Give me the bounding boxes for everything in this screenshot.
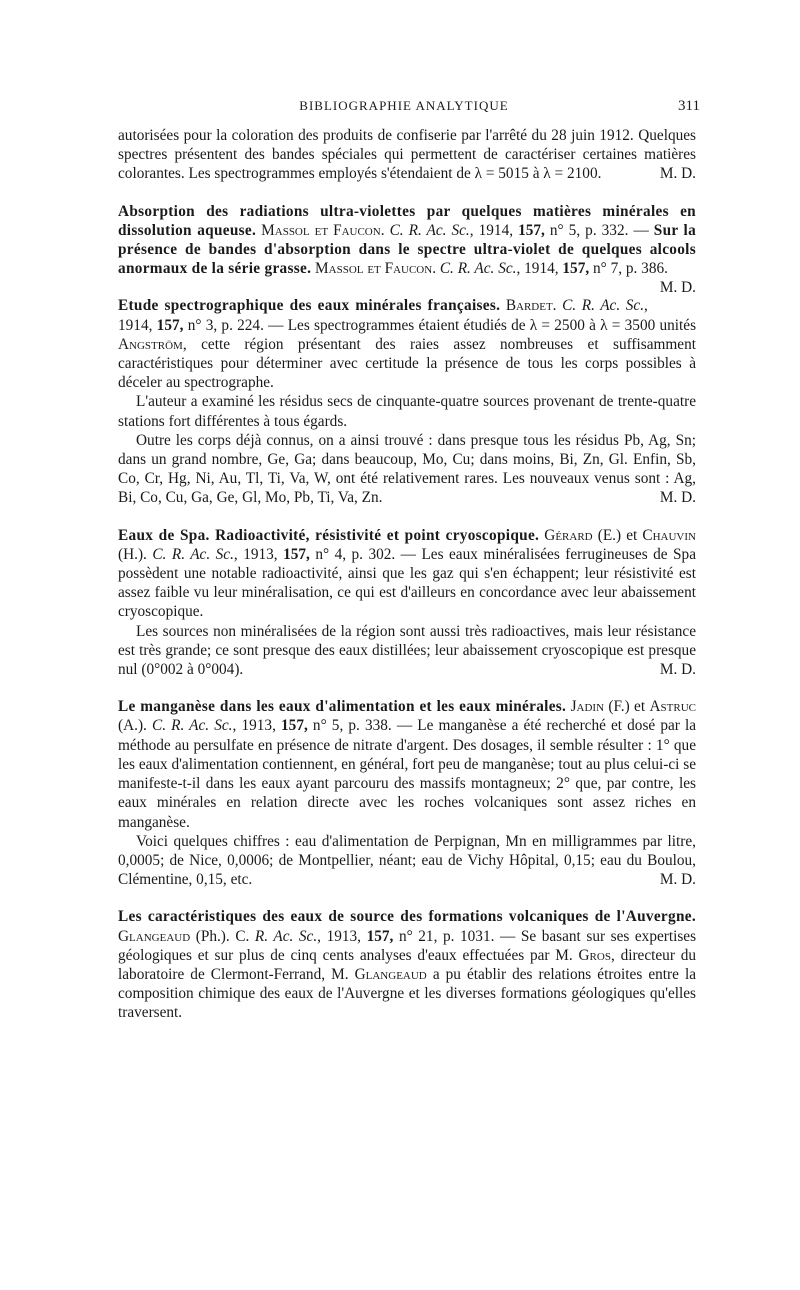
entry-issue: n° 3, p. 224. — (187, 316, 284, 334)
entry-paragraph: Outre les corps déjà connus, on a ainsi trouvé : dans presque tous les résidus Pb, Ag, Sn; dans un grand nombre, Ge, Ga; dans beaucoup, Mo, Cu; dans moins, Bi, Zn, Gl. Enfin, Sb, Co, Cr, Hg, Ni, Au, Tl, Ti, Va, W, ont été relativement rares. Les nouveaux venus sont : Ag, Bi, Co, Cu, Ga, Ge, Gl, Mo, Pb, Ti, Va, Zn. (118, 431, 696, 507)
entry-journal-prefix: C. (235, 927, 250, 945)
entry-volume-secondary: 157, (562, 260, 590, 278)
bibliography-entry: Absorption des radiations ultra-violettes par quelques matières minérales en dissolution aqueuse. Massol et Faucon. C. R. Ac. Sc., 1914, 157, n° 5, p. 332. — Sur la présence de bandes d'absorption dans le spectre ultra-violet de quelques alcools anormaux de la série grasse. Massol et Faucon. C. R. Ac. Sc., 1914, 157, n° 7, p. 386. M. D. (118, 202, 697, 297)
person-name: Gros, (578, 946, 615, 964)
entry-title: Les caractéristiques des eaux de source des formations volcaniques de l'Auvergne. (118, 908, 696, 926)
entry-journal: C. R. Ac. Sc. (562, 297, 645, 315)
entry-author-name: Jadin (570, 698, 605, 716)
entry-body: Se basant sur ses expertises géologiques et sur plus de cinq cents analyses d'eaux effectuées par M. (118, 927, 697, 964)
entry-title: Le manganèse dans les eaux d'alimentation et les eaux minérales. (118, 698, 567, 716)
entry-author-initial: (E.) et (597, 526, 638, 544)
continuation-paragraph (118, 126, 696, 184)
author-initials: M. D. (659, 279, 696, 297)
entry-author-initial: (F.) et (608, 698, 646, 716)
entry-paragraph: L'auteur a examiné les résidus secs de cinquante-quatre sources provenant de trente-quatre stations fort différentes à tous égards. (118, 393, 696, 430)
entry-journal: C. R. Ac. Sc. (152, 717, 233, 735)
entry-authors: Massol et Faucon. (261, 221, 385, 239)
entry-issue: n° 5, p. 338. (312, 717, 392, 735)
entry-journal: C. R. Ac. Sc. (389, 221, 470, 239)
entry-volume: 157, (283, 545, 310, 563)
entry-body: Les spectrogrammes étaient étudiés de λ = 2500 à λ = 3500 unités (287, 316, 697, 334)
entry-title: Eaux de Spa. Radioactivité, résistivité et point cryoscopique. (118, 526, 540, 544)
author-initials: M. D. (659, 489, 696, 507)
entry-body: Les eaux minéralisées ferrugineuses de Spa possèdent une notable radioactivité, ainsi que les gaz qui s'en échappent; leur résistivité est assez faible vu leur minéralisation, ce qui est d'ailleurs en concordance avec leur abaissement cryoscopique. (118, 545, 696, 621)
entry-volume: 157, (366, 927, 394, 945)
entry-title: Absorption des radiations ultra-violettes par quelques matières minérales en dissolution aqueuse. (118, 202, 696, 239)
entry-journal: R. Ac. Sc. (254, 927, 318, 945)
entry-authors-secondary: Massol et Faucon. (315, 260, 437, 278)
page-number: 311 (678, 98, 700, 114)
entry-year: 1914, (118, 316, 153, 334)
page-header (108, 98, 700, 118)
entry-volume: 157, (281, 717, 308, 735)
angstrom-name: Angström, (118, 335, 187, 353)
entry-author-name: Chauvin (642, 526, 696, 544)
bibliography-entry: Le manganèse dans les eaux d'alimentation et les eaux minérales. Jadin (F.) et Astruc (A.). C. R. Ac. Sc., 1913, 157, n° 5, p. 338. — Le manganèse a été recherché et dosé par la méthode au persulfate en présence de nitrate d'argent. Des dosages, il semble résulter : 1° que les eaux d'alimentation contiennent, en général, fort peu de manganèse; tout au plus celui-ci se manifeste-t-il dans les eaux ayant parcouru des massifs montagneux; 2° que, par contre, les eaux minérales en relation directe avec les roches volcaniques sont assez riches en manganèse. Voici quelques chiffres : eau d'alimentation de Perpignan, Mn en milligrammes par litre, 0,0005; de Nice, 0,0006; de Montpellier, néant; eau de Vichy Hôpital, 0,15; eau du Boulou, Clémentine, 0,15, etc. M. D. (118, 698, 697, 889)
entry-body-continued: a pu établir des relations étroites entre la composition chimique des eaux de l'Auvergne et les diverses formations géologiques qu'elles traversent. (118, 965, 697, 1022)
entry-title: Etude spectrographique des eaux minérales françaises. (118, 297, 501, 315)
continuation-text: autorisées pour la coloration des produits de confiserie par l'arrêté du 28 juin 1912. Quelques spectres présentent des bandes spéciales qui permettent de caractériser certaines matières colorantes. Les spectrogrammes employés s'étendaient de λ = 5015 à λ = 2100. (118, 127, 696, 183)
entry-year-secondary: 1914, (524, 260, 559, 278)
entry-author-name: Gérard (544, 526, 593, 544)
entry-year: 1913, (243, 545, 278, 563)
entry-paragraph: Voici quelques chiffres : eau d'alimentation de Perpignan, Mn en milligrammes par litre, 0,0005; de Nice, 0,0006; de Montpellier, néant; eau de Vichy Hôpital, 0,15; eau du Boulou, Clémentine, 0,15, etc. (118, 832, 696, 889)
entry-year: 1913, (326, 927, 361, 945)
entry-issue: n° 4, p. 302. — (315, 545, 416, 563)
entry-journal-secondary: C. R. Ac. Sc. (439, 260, 517, 278)
entry-author-initial: (H.). (118, 545, 147, 563)
entry-paragraph: Les sources non minéralisées de la région sont aussi très radioactives, mais leur résistance est très grande; ce sont presque des eaux distillées; leur abaissement cryoscopique est presque nul (0°002 à 0°004). (118, 622, 696, 679)
entry-journal: C. R. Ac. Sc. (152, 545, 234, 563)
bibliography-entry: Eaux de Spa. Radioactivité, résistivité et point cryoscopique. Gérard (E.) et Chauvin (H.). C. R. Ac. Sc., 1913, 157, n° 4, p. 302. — Les eaux minéralisées ferrugineuses de Spa possèdent une notable radioactivité, ainsi que les gaz qui s'en échappent; leur résistivité est assez faible vu leur minéralisation, ce qui est d'ailleurs en concordance avec leur abaissement cryoscopique. Les sources non minéralisées de la région sont aussi très radioactives, mais leur résistance est très grande; ce sont presque des eaux distillées; leur abaissement cryoscopique est presque nul (0°002 à 0°004). M. D. (118, 526, 696, 679)
page-content (118, 126, 696, 1023)
entry-body: — Le manganèse a été recherché et dosé par la méthode au persulfate en présence de nitrate d'argent. Des dosages, il semble résulter : 1° que les eaux d'alimentation contiennent, en général, fort peu de manganèse; tout au plus celui-ci se manifeste-t-il dans les eaux ayant parcouru des massifs montagneux; 2° que, par contre, les eaux minérales en relation directe avec les roches volcaniques sont assez riches en manganèse. (118, 717, 697, 831)
author-initials: M. D. (659, 871, 696, 889)
entry-year: 1914, (478, 221, 514, 239)
author-initials: M. D. (659, 165, 696, 183)
entry-title-secondary: Sur la présence de bandes d'absorption dans le spectre ultra-violet de quelques alcools anormaux de la série grasse. (118, 221, 697, 278)
bibliography-entry: Les caractéristiques des eaux de source des formations volcaniques de l'Auvergne. Glangeaud (Ph.). C. R. Ac. Sc., 1913, 157, n° 21, p. 1031. — Se basant sur ses expertises géologiques et sur plus de cinq cents analyses d'eaux effectuées par M. Gros, directeur du laboratoire de Clermont-Ferrand, M. Glangeaud a pu établir des relations étroites entre la composition chimique des eaux de l'Auvergne et les diverses formations géologiques qu'elles traversent. (118, 908, 697, 1022)
entry-authors: Bardet. (505, 297, 557, 315)
entry-issue: n° 5, p. 332. — (549, 221, 649, 239)
author-initials: M. D. (659, 661, 696, 679)
entry-volume: 157, (156, 316, 184, 334)
entry-author-initial: (Ph.). (195, 927, 230, 945)
entry-author-initial: (A.). (118, 717, 147, 735)
bibliography-entry: Etude spectrographique des eaux minérales françaises. Bardet. C. R. Ac. Sc., 1914, 157, n° 3, p. 224. — Les spectrogrammes étaient étudiés de λ = 2500 à λ = 3500 unités Angström, cette région présentant des raies assez nombreuses et suffisamment caractéristiques pour déterminer avec certitude la présence de tous les corps possibles à déceler au spectrographe. L'auteur a examiné les résidus secs de cinquante-quatre sources provenant de trente-quatre stations fort différentes à tous égards. Outre les corps déjà connus, on a ainsi trouvé : dans presque tous les résidus Pb, Ag, Sn; dans un grand nombre, Ge, Ga; dans beaucoup, Mo, Cu; dans moins, Bi, Zn, Gl. Enfin, Sb, Co, Cr, Hg, Ni, Au, Tl, Ti, Va, W, ont été relativement rares. Les nouveaux venus sont : Ag, Bi, Co, Cu, Ga, Ge, Gl, Mo, Pb, Ti, Va, Zn. M. D. (118, 297, 697, 507)
entry-body-continued: directeur du laboratoire de Clermont-Ferrand, M. (118, 946, 696, 983)
entry-author-name: Astruc (649, 698, 696, 716)
running-title: BIBLIOGRAPHIE ANALYTIQUE (299, 98, 509, 113)
entry-issue-secondary: n° 7, p. 386. (593, 260, 668, 278)
entry-body-continued: cette région présentant des raies assez nombreuses et suffisamment caractéristiques pour déterminer avec certitude la présence de tous les corps possibles à déceler au spectrographe. (118, 335, 696, 392)
entry-author-name: Glangeaud (118, 927, 191, 945)
entry-issue: n° 21, p. 1031. — (398, 927, 516, 945)
entry-volume: 157, (518, 221, 545, 239)
person-name: Glangeaud (354, 965, 427, 983)
entry-year: 1913, (241, 717, 276, 735)
